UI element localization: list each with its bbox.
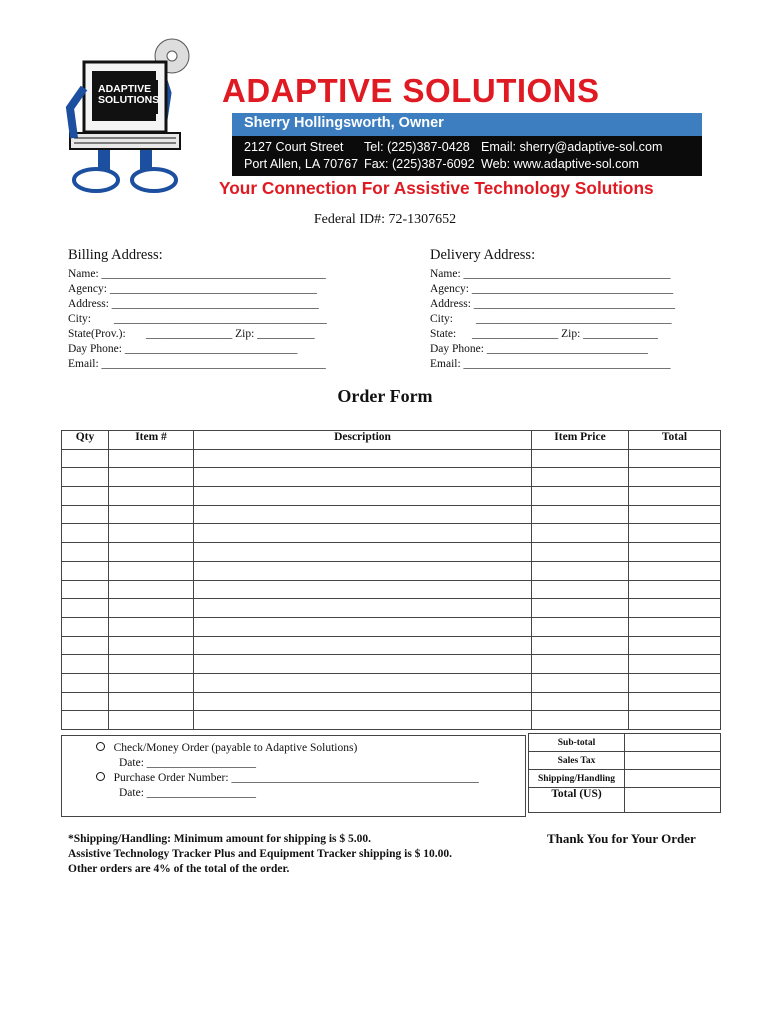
total-cell[interactable] <box>629 617 721 636</box>
item-price-cell[interactable] <box>532 636 629 655</box>
item-price-cell[interactable] <box>532 673 629 692</box>
tagline: Your Connection For Assistive Technology Solutions <box>219 178 654 198</box>
total-cell[interactable] <box>629 580 721 599</box>
fax-number: Fax: (225)387-6092 <box>364 157 475 171</box>
shipping-note-2: Assistive Technology Tracker Plus and Equipment Tracker shipping is $ 10.00. <box>68 848 453 860</box>
brand-title: ADAPTIVE SOLUTIONS <box>222 72 600 109</box>
item-number-cell[interactable] <box>109 673 194 692</box>
column-header-item-price: Item Price <box>532 431 629 450</box>
total-cell[interactable] <box>629 673 721 692</box>
total-cell[interactable] <box>629 599 721 618</box>
logo-mascot <box>60 38 190 198</box>
item-number-cell[interactable] <box>109 580 194 599</box>
item-price-cell[interactable] <box>532 599 629 618</box>
total-row <box>529 788 721 813</box>
qty-cell[interactable] <box>62 543 109 562</box>
item-price-cell[interactable] <box>532 617 629 636</box>
item-number-cell[interactable] <box>109 468 194 487</box>
description-cell[interactable] <box>194 449 532 468</box>
table-row <box>62 543 721 562</box>
total-cell[interactable] <box>629 468 721 487</box>
qty-cell[interactable] <box>62 655 109 674</box>
owner-name: Sherry Hollingsworth, Owner <box>244 115 444 131</box>
billing-heading: Billing Address: <box>68 247 163 263</box>
table-row <box>62 636 721 655</box>
billing-state-label: State(Prov.): <box>68 328 126 340</box>
description-cell[interactable] <box>194 617 532 636</box>
logo-text-line1: ADAPTIVE <box>98 83 152 95</box>
total-label: Total (US) <box>529 788 625 813</box>
item-number-cell[interactable] <box>109 599 194 618</box>
billing-state-blank: _______________ Zip: __________ <box>146 328 315 340</box>
phone-number: Tel: (225)387-0428 <box>364 140 470 154</box>
federal-id: Federal ID#: 72-1307652 <box>313 212 457 227</box>
item-number-cell[interactable] <box>109 487 194 506</box>
thank-you-message: Thank You for Your Order <box>547 831 696 846</box>
delivery-city-field[interactable] <box>430 312 675 327</box>
po-number-label: Purchase Order Number: ___________________________________________ <box>113 772 479 784</box>
po-radio-icon[interactable] <box>96 772 105 781</box>
table-header-row <box>62 431 721 450</box>
delivery-state-zip-field[interactable] <box>430 327 675 342</box>
total-value[interactable] <box>625 788 721 813</box>
delivery-phone-field[interactable]: Day Phone: ____________________________ <box>430 343 648 355</box>
check-option[interactable] <box>96 742 357 754</box>
street-address: 2127 Court Street <box>244 140 344 154</box>
table-row <box>62 599 721 618</box>
shipping-note-1: *Shipping/Handling: Minimum amount for shipping is $ 5.00. <box>68 833 372 845</box>
billing-email-field[interactable]: Email: _______________________________________ <box>68 358 326 370</box>
description-cell[interactable] <box>194 505 532 524</box>
total-cell[interactable] <box>629 524 721 543</box>
delivery-email-field[interactable]: Email: ____________________________________ <box>430 358 671 370</box>
table-row <box>62 673 721 692</box>
order-items-body <box>62 449 721 729</box>
subtotal-value[interactable] <box>625 734 721 752</box>
column-header-description: Description <box>194 431 532 450</box>
column-header-item-number: Item # <box>109 431 194 450</box>
total-cell[interactable] <box>629 692 721 711</box>
total-cell[interactable] <box>629 711 721 730</box>
table-row <box>62 617 721 636</box>
delivery-state-label: State: <box>430 328 457 340</box>
sales-tax-label: Sales Tax <box>529 752 625 770</box>
logo-text-line2: SOLUTIONS <box>98 94 160 106</box>
billing-name-field[interactable]: Name: _______________________________________ <box>68 268 326 280</box>
total-cell[interactable] <box>629 505 721 524</box>
table-row <box>62 580 721 599</box>
subtotal-row <box>529 734 721 752</box>
delivery-agency-field[interactable]: Agency: ___________________________________ <box>430 283 674 295</box>
column-header-total: Total <box>629 431 721 450</box>
item-number-cell[interactable] <box>109 561 194 580</box>
qty-cell[interactable] <box>62 711 109 730</box>
table-row <box>62 711 721 730</box>
item-price-cell[interactable] <box>532 692 629 711</box>
item-number-cell[interactable] <box>109 636 194 655</box>
description-cell[interactable] <box>194 524 532 543</box>
item-price-cell[interactable] <box>532 655 629 674</box>
table-row <box>62 524 721 543</box>
item-price-cell[interactable] <box>532 561 629 580</box>
table-row <box>62 505 721 524</box>
item-number-cell[interactable] <box>109 617 194 636</box>
qty-cell[interactable] <box>62 505 109 524</box>
delivery-heading: Delivery Address: <box>430 247 536 263</box>
qty-cell[interactable] <box>62 449 109 468</box>
table-row <box>62 449 721 468</box>
description-cell[interactable] <box>194 599 532 618</box>
description-cell[interactable] <box>194 636 532 655</box>
po-date-field[interactable]: Date: ___________________ <box>119 787 257 799</box>
delivery-name-field[interactable]: Name: ____________________________________ <box>430 268 671 280</box>
description-cell[interactable] <box>194 580 532 599</box>
qty-cell[interactable] <box>62 580 109 599</box>
order-form-title: Order Form <box>337 386 433 406</box>
shipping-label: Shipping/Handling <box>529 770 625 788</box>
total-cell[interactable] <box>629 543 721 562</box>
check-option-label: Check/Money Order (payable to Adaptive Solutions) <box>113 742 358 754</box>
item-number-cell[interactable] <box>109 543 194 562</box>
delivery-city-blank: __________________________________ <box>476 313 672 325</box>
payment-options-box <box>61 735 526 817</box>
shipping-note-3: Other orders are 4% of the total of the order. <box>68 863 290 875</box>
subtotal-label: Sub-total <box>529 734 625 752</box>
po-option[interactable] <box>96 772 479 784</box>
billing-address-field[interactable]: Address: ____________________________________ <box>68 298 319 310</box>
billing-city-label: City: <box>68 313 92 325</box>
table-row <box>62 468 721 487</box>
item-number-cell[interactable] <box>109 711 194 730</box>
qty-cell[interactable] <box>62 673 109 692</box>
check-radio-icon[interactable] <box>96 742 105 751</box>
qty-cell[interactable] <box>62 692 109 711</box>
total-cell[interactable] <box>629 561 721 580</box>
billing-city-blank: _____________________________________ <box>114 313 327 325</box>
total-cell[interactable] <box>629 449 721 468</box>
item-price-cell[interactable] <box>532 449 629 468</box>
qty-cell[interactable] <box>62 636 109 655</box>
item-price-cell[interactable] <box>532 487 629 506</box>
item-price-cell[interactable] <box>532 468 629 487</box>
description-cell[interactable] <box>194 487 532 506</box>
table-row <box>62 655 721 674</box>
item-number-cell[interactable] <box>109 655 194 674</box>
delivery-city-label: City: <box>430 313 454 325</box>
item-price-cell[interactable] <box>532 505 629 524</box>
qty-cell[interactable] <box>62 617 109 636</box>
check-date-field[interactable]: Date: ___________________ <box>119 757 257 769</box>
delivery-state-blank: _______________ Zip: _____________ <box>472 328 658 340</box>
logo-screen <box>94 80 158 114</box>
item-price-cell[interactable] <box>532 543 629 562</box>
qty-cell[interactable] <box>62 599 109 618</box>
item-price-cell[interactable] <box>532 711 629 730</box>
qty-cell[interactable] <box>62 468 109 487</box>
description-cell[interactable] <box>194 543 532 562</box>
web-contact: Web: www.adaptive-sol.com <box>481 157 639 171</box>
billing-state-zip-field[interactable] <box>68 327 327 342</box>
column-header-qty: Qty <box>62 431 109 450</box>
item-number-cell[interactable] <box>109 449 194 468</box>
total-cell[interactable] <box>629 487 721 506</box>
qty-cell[interactable] <box>62 524 109 543</box>
item-price-cell[interactable] <box>532 580 629 599</box>
qty-cell[interactable] <box>62 487 109 506</box>
delivery-address-field[interactable]: Address: ___________________________________ <box>430 298 676 310</box>
description-cell[interactable] <box>194 655 532 674</box>
item-number-cell[interactable] <box>109 524 194 543</box>
description-cell[interactable] <box>194 692 532 711</box>
table-row <box>62 561 721 580</box>
description-cell[interactable] <box>194 468 532 487</box>
qty-cell[interactable] <box>62 561 109 580</box>
total-cell[interactable] <box>629 636 721 655</box>
description-cell[interactable] <box>194 673 532 692</box>
order-items-table <box>61 430 721 730</box>
billing-phone-field[interactable]: Day Phone: ______________________________ <box>68 343 298 355</box>
sales-tax-row <box>529 752 721 770</box>
description-cell[interactable] <box>194 711 532 730</box>
email-contact: Email: sherry@adaptive-sol.com <box>481 140 663 154</box>
item-number-cell[interactable] <box>109 692 194 711</box>
city-address: Port Allen, LA 70767 <box>244 157 359 171</box>
table-row <box>62 487 721 506</box>
shipping-value[interactable] <box>625 770 721 788</box>
item-number-cell[interactable] <box>109 505 194 524</box>
billing-agency-field[interactable]: Agency: ____________________________________ <box>68 283 317 295</box>
item-price-cell[interactable] <box>532 524 629 543</box>
billing-section <box>68 247 327 372</box>
table-row <box>62 692 721 711</box>
totals-table <box>528 733 721 813</box>
delivery-section <box>430 247 675 372</box>
total-cell[interactable] <box>629 655 721 674</box>
description-cell[interactable] <box>194 561 532 580</box>
sales-tax-value[interactable] <box>625 752 721 770</box>
shipping-row <box>529 770 721 788</box>
billing-city-field[interactable] <box>68 312 327 327</box>
